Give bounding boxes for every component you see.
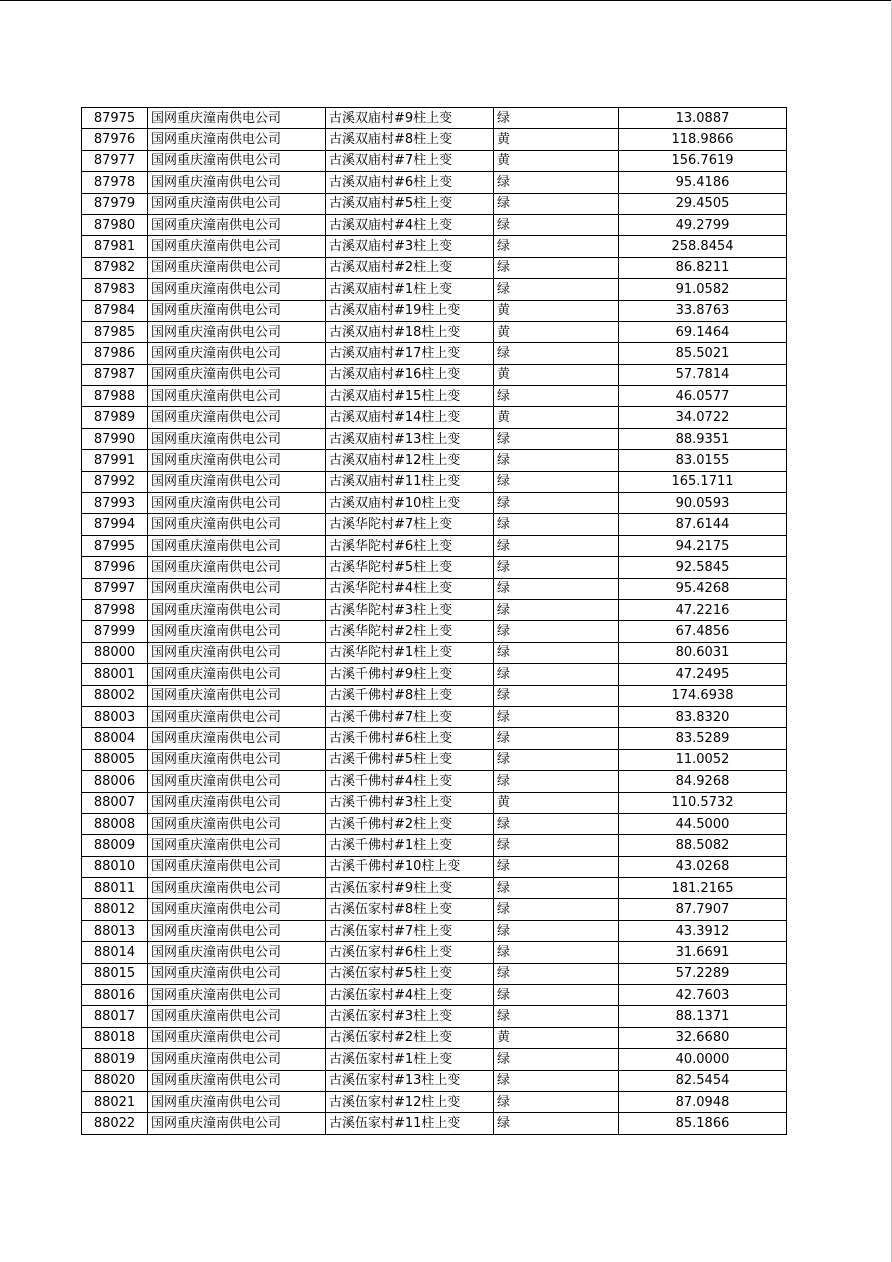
table-row: [82, 108, 787, 129]
cell-value: 110.5732: [619, 792, 787, 813]
cell-id: 88004: [82, 728, 148, 749]
table-row: [82, 1070, 787, 1091]
table-row: [82, 471, 787, 492]
cell-company: 国网重庆潼南供电公司: [148, 942, 326, 963]
cell-status: 黄: [494, 364, 619, 385]
cell-value: 40.0000: [619, 1049, 787, 1070]
cell-transformer-name: 古溪千佛村#3柱上变: [326, 792, 494, 813]
cell-value: 29.4505: [619, 193, 787, 214]
cell-id: 87986: [82, 343, 148, 364]
cell-company: 国网重庆潼南供电公司: [148, 1070, 326, 1091]
cell-status: 绿: [494, 813, 619, 834]
cell-id: 88015: [82, 963, 148, 984]
cell-company: 国网重庆潼南供电公司: [148, 471, 326, 492]
cell-id: 87995: [82, 535, 148, 556]
cell-company: 国网重庆潼南供电公司: [148, 428, 326, 449]
cell-status: 绿: [494, 856, 619, 877]
cell-transformer-name: 古溪华陀村#6柱上变: [326, 535, 494, 556]
cell-id: 88017: [82, 1006, 148, 1027]
cell-value: 83.5289: [619, 728, 787, 749]
cell-status: 绿: [494, 108, 619, 129]
cell-value: 46.0577: [619, 386, 787, 407]
cell-value: 85.1866: [619, 1113, 787, 1134]
cell-id: 87992: [82, 471, 148, 492]
cell-status: 黄: [494, 321, 619, 342]
cell-value: 181.2165: [619, 878, 787, 899]
cell-value: 33.8763: [619, 300, 787, 321]
cell-value: 83.8320: [619, 706, 787, 727]
cell-company: 国网重庆潼南供电公司: [148, 835, 326, 856]
cell-value: 43.3912: [619, 920, 787, 941]
cell-company: 国网重庆潼南供电公司: [148, 364, 326, 385]
table-row: [82, 706, 787, 727]
cell-value: 47.2495: [619, 664, 787, 685]
cell-status: 绿: [494, 963, 619, 984]
cell-transformer-name: 古溪华陀村#4柱上变: [326, 578, 494, 599]
cell-transformer-name: 古溪千佛村#1柱上变: [326, 835, 494, 856]
cell-transformer-name: 古溪千佛村#9柱上变: [326, 664, 494, 685]
cell-status: 黄: [494, 300, 619, 321]
cell-transformer-name: 古溪伍家村#11柱上变: [326, 1113, 494, 1134]
cell-value: 57.2289: [619, 963, 787, 984]
cell-value: 90.0593: [619, 493, 787, 514]
cell-status: 绿: [494, 985, 619, 1006]
cell-id: 87998: [82, 599, 148, 620]
cell-value: 85.5021: [619, 343, 787, 364]
cell-transformer-name: 古溪双庙村#8柱上变: [326, 129, 494, 150]
cell-transformer-name: 古溪双庙村#2柱上变: [326, 257, 494, 278]
cell-company: 国网重庆潼南供电公司: [148, 899, 326, 920]
cell-company: 国网重庆潼南供电公司: [148, 599, 326, 620]
table-row: [82, 728, 787, 749]
cell-value: 88.5082: [619, 835, 787, 856]
cell-id: 88001: [82, 664, 148, 685]
cell-value: 86.8211: [619, 257, 787, 278]
table-row: [82, 599, 787, 620]
cell-value: 88.9351: [619, 428, 787, 449]
table-row: [82, 856, 787, 877]
table-row: [82, 386, 787, 407]
cell-id: 88012: [82, 899, 148, 920]
cell-status: 黄: [494, 792, 619, 813]
cell-id: 87983: [82, 279, 148, 300]
cell-value: 91.0582: [619, 279, 787, 300]
cell-id: 87981: [82, 236, 148, 257]
cell-id: 87999: [82, 621, 148, 642]
cell-value: 32.6680: [619, 1027, 787, 1048]
cell-company: 国网重庆潼南供电公司: [148, 300, 326, 321]
cell-transformer-name: 古溪千佛村#6柱上变: [326, 728, 494, 749]
cell-value: 87.0948: [619, 1091, 787, 1112]
cell-transformer-name: 古溪双庙村#14柱上变: [326, 407, 494, 428]
table-row: [82, 279, 787, 300]
cell-value: 31.6691: [619, 942, 787, 963]
cell-status: 绿: [494, 1091, 619, 1112]
cell-company: 国网重庆潼南供电公司: [148, 920, 326, 941]
cell-status: 绿: [494, 771, 619, 792]
cell-id: 88016: [82, 985, 148, 1006]
cell-id: 88002: [82, 685, 148, 706]
cell-id: 87989: [82, 407, 148, 428]
cell-transformer-name: 古溪伍家村#13柱上变: [326, 1070, 494, 1091]
cell-transformer-name: 古溪双庙村#17柱上变: [326, 343, 494, 364]
cell-id: 88014: [82, 942, 148, 963]
table-row: [82, 578, 787, 599]
cell-transformer-name: 古溪双庙村#11柱上变: [326, 471, 494, 492]
table-row: [82, 1006, 787, 1027]
cell-company: 国网重庆潼南供电公司: [148, 493, 326, 514]
cell-value: 67.4856: [619, 621, 787, 642]
cell-id: 88006: [82, 771, 148, 792]
cell-transformer-name: 古溪华陀村#7柱上变: [326, 514, 494, 535]
cell-company: 国网重庆潼南供电公司: [148, 386, 326, 407]
table-row: [82, 236, 787, 257]
cell-id: 87987: [82, 364, 148, 385]
cell-company: 国网重庆潼南供电公司: [148, 236, 326, 257]
cell-id: 87977: [82, 150, 148, 171]
table-row: [82, 771, 787, 792]
cell-status: 黄: [494, 129, 619, 150]
cell-company: 国网重庆潼南供电公司: [148, 321, 326, 342]
cell-transformer-name: 古溪双庙村#16柱上变: [326, 364, 494, 385]
cell-transformer-name: 古溪双庙村#1柱上变: [326, 279, 494, 300]
cell-value: 80.6031: [619, 642, 787, 663]
table-row: [82, 493, 787, 514]
cell-value: 11.0052: [619, 749, 787, 770]
cell-transformer-name: 古溪千佛村#10柱上变: [326, 856, 494, 877]
table-row: [82, 749, 787, 770]
table-body: [82, 108, 787, 1135]
cell-company: 国网重庆潼南供电公司: [148, 664, 326, 685]
cell-status: 绿: [494, 493, 619, 514]
cell-value: 13.0887: [619, 108, 787, 129]
cell-company: 国网重庆潼南供电公司: [148, 1091, 326, 1112]
cell-status: 绿: [494, 343, 619, 364]
table-row: [82, 407, 787, 428]
cell-value: 87.7907: [619, 899, 787, 920]
page-top-rule: [0, 0, 892, 1]
cell-id: 87979: [82, 193, 148, 214]
cell-company: 国网重庆潼南供电公司: [148, 450, 326, 471]
cell-transformer-name: 古溪伍家村#4柱上变: [326, 985, 494, 1006]
table-row: [82, 835, 787, 856]
cell-value: 92.5845: [619, 557, 787, 578]
cell-company: 国网重庆潼南供电公司: [148, 257, 326, 278]
cell-status: 绿: [494, 621, 619, 642]
cell-transformer-name: 古溪双庙村#7柱上变: [326, 150, 494, 171]
cell-status: 绿: [494, 1006, 619, 1027]
cell-status: 绿: [494, 1070, 619, 1091]
cell-company: 国网重庆潼南供电公司: [148, 1049, 326, 1070]
cell-id: 88020: [82, 1070, 148, 1091]
table-row: [82, 1113, 787, 1134]
cell-id: 88021: [82, 1091, 148, 1112]
cell-company: 国网重庆潼南供电公司: [148, 856, 326, 877]
cell-company: 国网重庆潼南供电公司: [148, 279, 326, 300]
cell-status: 绿: [494, 942, 619, 963]
cell-value: 57.7814: [619, 364, 787, 385]
cell-status: 绿: [494, 920, 619, 941]
cell-value: 69.1464: [619, 321, 787, 342]
cell-status: 绿: [494, 642, 619, 663]
table-row: [82, 514, 787, 535]
cell-status: 绿: [494, 471, 619, 492]
cell-transformer-name: 古溪千佛村#4柱上变: [326, 771, 494, 792]
cell-company: 国网重庆潼南供电公司: [148, 642, 326, 663]
cell-company: 国网重庆潼南供电公司: [148, 1027, 326, 1048]
cell-status: 绿: [494, 428, 619, 449]
cell-id: 87985: [82, 321, 148, 342]
table-row: [82, 1091, 787, 1112]
cell-transformer-name: 古溪华陀村#3柱上变: [326, 599, 494, 620]
cell-status: 绿: [494, 279, 619, 300]
cell-value: 165.1711: [619, 471, 787, 492]
table-row: [82, 428, 787, 449]
cell-transformer-name: 古溪伍家村#2柱上变: [326, 1027, 494, 1048]
cell-id: 87988: [82, 386, 148, 407]
cell-transformer-name: 古溪千佛村#2柱上变: [326, 813, 494, 834]
cell-status: 绿: [494, 899, 619, 920]
cell-id: 87976: [82, 129, 148, 150]
cell-transformer-name: 古溪伍家村#6柱上变: [326, 942, 494, 963]
cell-transformer-name: 古溪双庙村#12柱上变: [326, 450, 494, 471]
cell-transformer-name: 古溪千佛村#5柱上变: [326, 749, 494, 770]
cell-transformer-name: 古溪双庙村#9柱上变: [326, 108, 494, 129]
cell-transformer-name: 古溪伍家村#12柱上变: [326, 1091, 494, 1112]
cell-value: 49.2799: [619, 214, 787, 235]
cell-company: 国网重庆潼南供电公司: [148, 535, 326, 556]
cell-status: 黄: [494, 150, 619, 171]
cell-transformer-name: 古溪伍家村#5柱上变: [326, 963, 494, 984]
cell-company: 国网重庆潼南供电公司: [148, 214, 326, 235]
cell-value: 87.6144: [619, 514, 787, 535]
cell-company: 国网重庆潼南供电公司: [148, 878, 326, 899]
cell-company: 国网重庆潼南供电公司: [148, 963, 326, 984]
cell-status: 绿: [494, 1113, 619, 1134]
cell-id: 87997: [82, 578, 148, 599]
cell-status: 绿: [494, 257, 619, 278]
table-row: [82, 621, 787, 642]
cell-id: 88003: [82, 706, 148, 727]
cell-value: 95.4186: [619, 172, 787, 193]
cell-id: 87993: [82, 493, 148, 514]
cell-id: 88007: [82, 792, 148, 813]
cell-transformer-name: 古溪双庙村#4柱上变: [326, 214, 494, 235]
table-row: [82, 813, 787, 834]
cell-value: 83.0155: [619, 450, 787, 471]
cell-transformer-name: 古溪伍家村#9柱上变: [326, 878, 494, 899]
cell-company: 国网重庆潼南供电公司: [148, 557, 326, 578]
cell-company: 国网重庆潼南供电公司: [148, 813, 326, 834]
cell-transformer-name: 古溪华陀村#2柱上变: [326, 621, 494, 642]
cell-id: 87980: [82, 214, 148, 235]
table-row: [82, 792, 787, 813]
cell-id: 87994: [82, 514, 148, 535]
cell-id: 88019: [82, 1049, 148, 1070]
cell-status: 绿: [494, 236, 619, 257]
cell-transformer-name: 古溪双庙村#10柱上变: [326, 493, 494, 514]
cell-id: 87991: [82, 450, 148, 471]
cell-status: 绿: [494, 599, 619, 620]
table-row: [82, 300, 787, 321]
table-row: [82, 899, 787, 920]
cell-value: 47.2216: [619, 599, 787, 620]
cell-status: 绿: [494, 386, 619, 407]
table-row: [82, 1027, 787, 1048]
cell-id: 87984: [82, 300, 148, 321]
cell-status: 绿: [494, 835, 619, 856]
cell-id: 88011: [82, 878, 148, 899]
cell-status: 黄: [494, 407, 619, 428]
cell-status: 绿: [494, 706, 619, 727]
cell-transformer-name: 古溪双庙村#19柱上变: [326, 300, 494, 321]
transformer-table: [81, 107, 787, 1135]
cell-company: 国网重庆潼南供电公司: [148, 129, 326, 150]
cell-company: 国网重庆潼南供电公司: [148, 343, 326, 364]
cell-company: 国网重庆潼南供电公司: [148, 578, 326, 599]
cell-id: 87982: [82, 257, 148, 278]
cell-id: 87975: [82, 108, 148, 129]
cell-id: 88009: [82, 835, 148, 856]
cell-status: 绿: [494, 172, 619, 193]
table-row: [82, 1049, 787, 1070]
table-row: [82, 985, 787, 1006]
cell-company: 国网重庆潼南供电公司: [148, 1113, 326, 1134]
cell-status: 绿: [494, 685, 619, 706]
cell-company: 国网重庆潼南供电公司: [148, 1006, 326, 1027]
cell-transformer-name: 古溪双庙村#15柱上变: [326, 386, 494, 407]
table-row: [82, 150, 787, 171]
cell-status: 绿: [494, 193, 619, 214]
cell-transformer-name: 古溪伍家村#3柱上变: [326, 1006, 494, 1027]
cell-status: 绿: [494, 535, 619, 556]
cell-status: 绿: [494, 557, 619, 578]
cell-transformer-name: 古溪伍家村#8柱上变: [326, 899, 494, 920]
table-row: [82, 942, 787, 963]
cell-company: 国网重庆潼南供电公司: [148, 621, 326, 642]
table-row: [82, 450, 787, 471]
cell-company: 国网重庆潼南供电公司: [148, 193, 326, 214]
cell-id: 87996: [82, 557, 148, 578]
table-row: [82, 214, 787, 235]
cell-id: 88008: [82, 813, 148, 834]
table-row: [82, 685, 787, 706]
cell-company: 国网重庆潼南供电公司: [148, 985, 326, 1006]
cell-value: 95.4268: [619, 578, 787, 599]
cell-status: 绿: [494, 578, 619, 599]
cell-transformer-name: 古溪双庙村#3柱上变: [326, 236, 494, 257]
cell-id: 88018: [82, 1027, 148, 1048]
cell-value: 44.5000: [619, 813, 787, 834]
cell-id: 87990: [82, 428, 148, 449]
cell-id: 88013: [82, 920, 148, 941]
table-row: [82, 193, 787, 214]
table-row: [82, 557, 787, 578]
cell-transformer-name: 古溪伍家村#1柱上变: [326, 1049, 494, 1070]
cell-status: 绿: [494, 664, 619, 685]
cell-value: 258.8454: [619, 236, 787, 257]
table-row: [82, 343, 787, 364]
cell-status: 黄: [494, 1027, 619, 1048]
cell-status: 绿: [494, 749, 619, 770]
cell-id: 88000: [82, 642, 148, 663]
cell-value: 42.7603: [619, 985, 787, 1006]
cell-value: 82.5454: [619, 1070, 787, 1091]
table-row: [82, 172, 787, 193]
cell-transformer-name: 古溪千佛村#7柱上变: [326, 706, 494, 727]
cell-company: 国网重庆潼南供电公司: [148, 108, 326, 129]
cell-status: 绿: [494, 450, 619, 471]
cell-company: 国网重庆潼南供电公司: [148, 172, 326, 193]
table-row: [82, 364, 787, 385]
table-row: [82, 257, 787, 278]
cell-transformer-name: 古溪华陀村#1柱上变: [326, 642, 494, 663]
cell-status: 绿: [494, 878, 619, 899]
cell-company: 国网重庆潼南供电公司: [148, 749, 326, 770]
cell-value: 156.7619: [619, 150, 787, 171]
cell-value: 118.9866: [619, 129, 787, 150]
cell-value: 88.1371: [619, 1006, 787, 1027]
cell-id: 88005: [82, 749, 148, 770]
cell-company: 国网重庆潼南供电公司: [148, 514, 326, 535]
cell-company: 国网重庆潼南供电公司: [148, 706, 326, 727]
cell-company: 国网重庆潼南供电公司: [148, 728, 326, 749]
cell-value: 84.9268: [619, 771, 787, 792]
cell-status: 绿: [494, 728, 619, 749]
cell-value: 34.0722: [619, 407, 787, 428]
cell-company: 国网重庆潼南供电公司: [148, 792, 326, 813]
table-row: [82, 129, 787, 150]
table-row: [82, 535, 787, 556]
table-row: [82, 878, 787, 899]
table-row: [82, 664, 787, 685]
cell-status: 绿: [494, 514, 619, 535]
cell-company: 国网重庆潼南供电公司: [148, 407, 326, 428]
cell-value: 174.6938: [619, 685, 787, 706]
cell-transformer-name: 古溪双庙村#5柱上变: [326, 193, 494, 214]
cell-transformer-name: 古溪双庙村#6柱上变: [326, 172, 494, 193]
cell-transformer-name: 古溪千佛村#8柱上变: [326, 685, 494, 706]
cell-company: 国网重庆潼南供电公司: [148, 771, 326, 792]
cell-value: 94.2175: [619, 535, 787, 556]
cell-value: 43.0268: [619, 856, 787, 877]
cell-status: 绿: [494, 1049, 619, 1070]
table-row: [82, 963, 787, 984]
cell-id: 87978: [82, 172, 148, 193]
cell-id: 88022: [82, 1113, 148, 1134]
cell-transformer-name: 古溪伍家村#7柱上变: [326, 920, 494, 941]
cell-status: 绿: [494, 214, 619, 235]
table-row: [82, 642, 787, 663]
cell-company: 国网重庆潼南供电公司: [148, 150, 326, 171]
cell-company: 国网重庆潼南供电公司: [148, 685, 326, 706]
cell-transformer-name: 古溪华陀村#5柱上变: [326, 557, 494, 578]
cell-transformer-name: 古溪双庙村#13柱上变: [326, 428, 494, 449]
table-row: [82, 321, 787, 342]
cell-transformer-name: 古溪双庙村#18柱上变: [326, 321, 494, 342]
cell-id: 88010: [82, 856, 148, 877]
table-row: [82, 920, 787, 941]
